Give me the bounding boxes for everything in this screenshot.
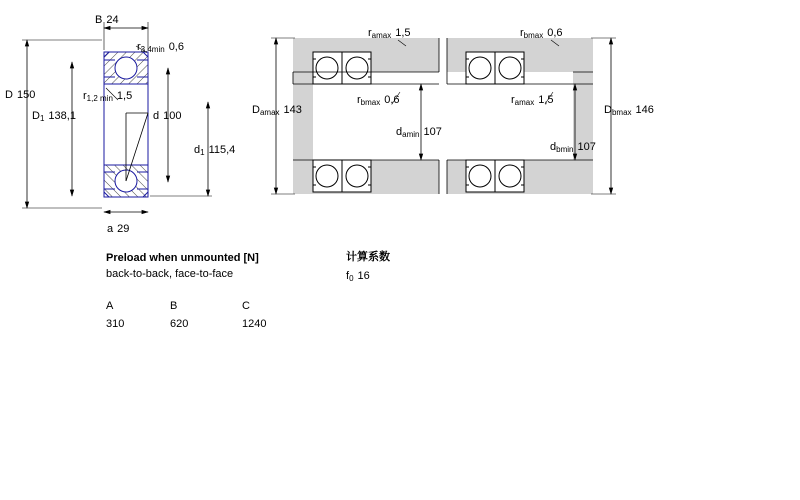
dim-label-B: B 24 [95, 14, 119, 26]
dim-label-D1: D1 138,1 [32, 110, 76, 123]
dim-label-damin: damin 107 [396, 126, 442, 139]
calc-factor-value-row: f0 16 [346, 270, 370, 283]
dim-label-a: a 29 [107, 223, 130, 235]
preload-column-A: A [106, 300, 114, 312]
dim-label-rbmax-right: rbmax 0,6 [520, 27, 563, 40]
dim-label-d: d 100 [153, 110, 182, 122]
preload-value-C: 1240 [242, 318, 267, 330]
preload-value-A: 310 [106, 318, 125, 330]
dim-label-Dbmax: Dbmax 146 [604, 104, 654, 117]
dim-label-r34min: r3,4min 0,6 [137, 41, 184, 54]
dim-label-r12min: r1,2 min 1,5 [83, 90, 133, 103]
dim-label-ramax-left: ramax 1,5 [368, 27, 411, 40]
preload-column-C: C [242, 300, 250, 312]
preload-title: Preload when unmounted [N] [106, 252, 259, 264]
dim-label-ramax-right: ramax 1,5 [511, 94, 554, 107]
preload-value-B: 620 [170, 318, 189, 330]
calc-factor-title: 计算系数 [346, 250, 390, 263]
dim-label-rbmax-left: rbmax 0,6 [357, 94, 400, 107]
dim-label-dbmin: dbmin 107 [550, 141, 596, 154]
preload-column-B: B [170, 300, 178, 312]
dim-label-d1: d1 115,4 [194, 144, 236, 157]
dim-label-D: D 150 [5, 89, 36, 101]
preload-subtitle: back-to-back, face-to-face [106, 268, 234, 280]
dim-label-Damax: Damax 143 [252, 104, 302, 117]
